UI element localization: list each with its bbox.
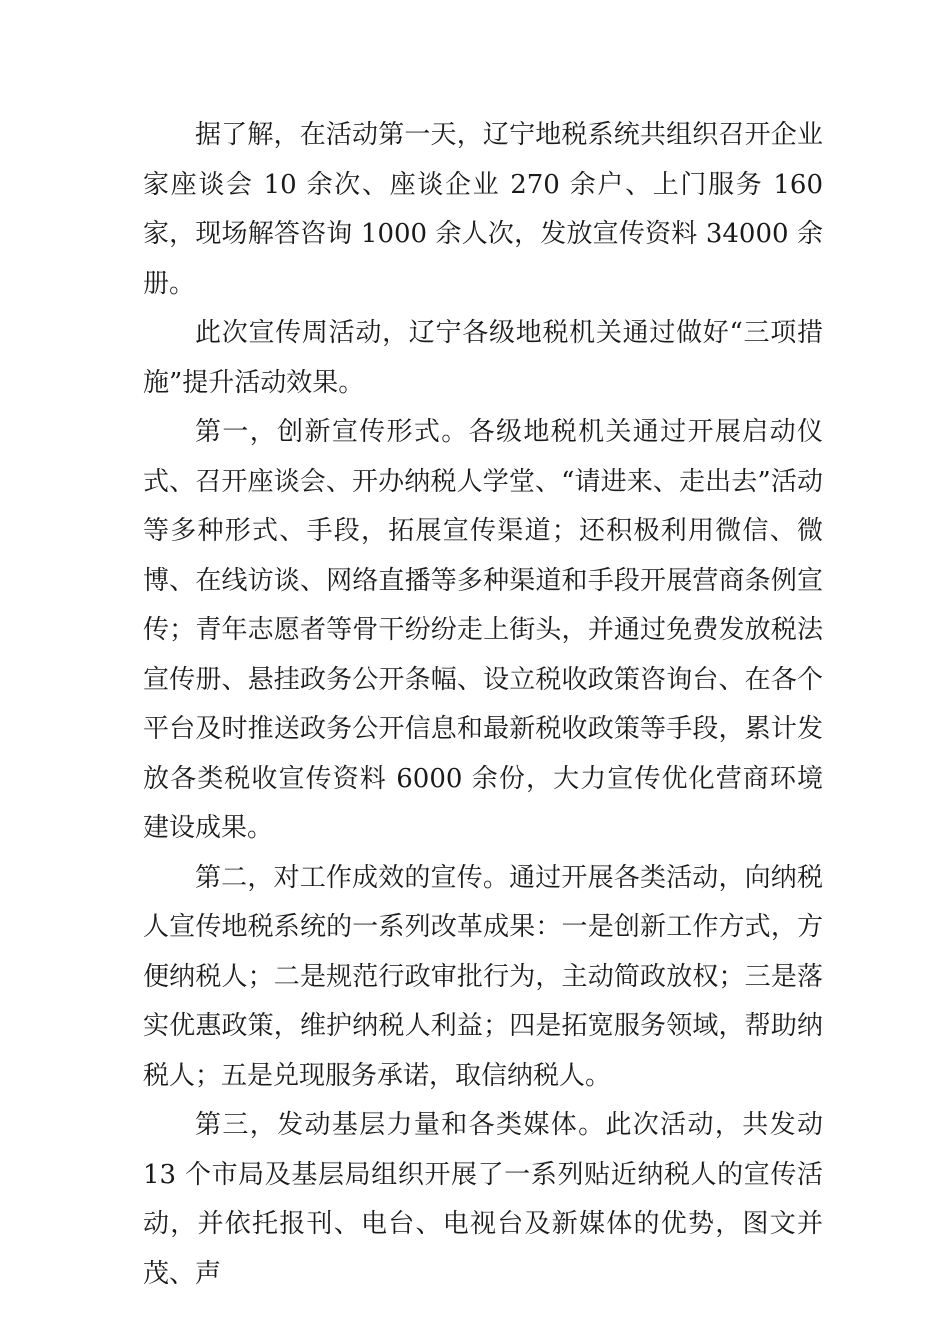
paragraph-measure-one: 第一，创新宣传形式。各级地税机关通过开展启动仪式、召开座谈会、开办纳税人学堂、“请进来、走出去”活动等多种形式、手段，拓展宣传渠道；还积极利用微信、微博、在线访谈、网络直播等多种渠道和手段开展营商条例宣传；青年志愿者等骨干纷纷走上街头，并通过免费发放税法宣传册、悬挂政务公开条幅、设立税收政策咨询台、在各个平台及时推送政务公开信息和最新税收政策等手段，累计发放各类税收宣传资料 6000 余份，大力宣传优化营商环境建设成果。 xyxy=(143,417,823,843)
paragraph-three-measures-intro: 此次宣传周活动，辽宁各级地税机关通过做好“三项措施”提升活动效果。 xyxy=(143,318,823,398)
document-body xyxy=(143,111,823,1299)
paragraph-measure-two: 第二，对工作成效的宣传。通过开展各类活动，向纳税人宣传地税系统的一系列改革成果：一是创新工作方式，方便纳税人；二是规范行政审批行为，主动简政放权；三是落实优惠政策，维护纳税人利益；四是拓宽服务领域，帮助纳税人；五是兑现服务承诺，取信纳税人。 xyxy=(143,862,823,1091)
paragraph-measure-three: 第三，发动基层力量和各类媒体。此次活动，共发动 13 个市局及基层局组织开展了一系列贴近纳税人的宣传活动，并依托报刊、电台、电视台及新媒体的优势，图文并茂、声 xyxy=(143,1110,823,1289)
paragraph-survey-results: 据了解，在活动第一天，辽宁地税系统共组织召开企业家座谈会 10 余次、座谈企业 270 余户、上门服务 160 家，现场解答咨询 1000 余人次，发放宣传资料 34000 余册。 xyxy=(143,120,823,299)
